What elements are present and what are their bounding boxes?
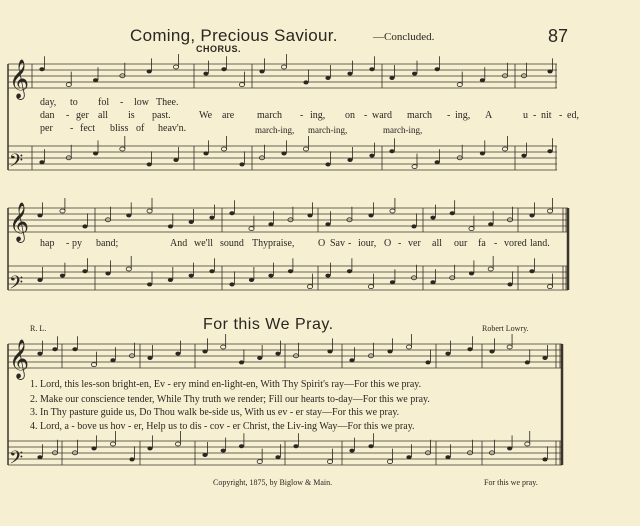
note-head [435, 67, 440, 71]
note-head [239, 83, 244, 87]
bass-clef-icon: 𝄢 [9, 273, 24, 298]
note-head [147, 282, 152, 286]
note-head [221, 449, 226, 453]
note-head [249, 278, 254, 282]
note-head [389, 76, 394, 80]
note-head [307, 213, 312, 217]
note-head [229, 211, 234, 215]
note-head [39, 67, 44, 71]
note-head [72, 347, 77, 351]
lyric-syllable: py [72, 238, 82, 249]
lyric-syllable: And [170, 238, 188, 249]
note-head [325, 162, 330, 166]
lyric-syllable: march-ing, [255, 125, 295, 135]
lyric-syllable: Thee. [156, 97, 179, 108]
lyric-syllable: ing, [455, 110, 471, 121]
note-head [480, 78, 485, 82]
lyric-syllable: all [98, 110, 108, 121]
note-head [126, 267, 131, 271]
note-head [303, 147, 308, 151]
note-head [412, 165, 417, 169]
note-head [467, 347, 472, 351]
note-head [368, 285, 373, 289]
note-head [406, 345, 411, 349]
note-head [529, 269, 534, 273]
footer-refrain: For this we pray. [484, 478, 538, 487]
note-head [325, 222, 330, 226]
lyric-syllable: fect [80, 123, 95, 134]
note-head [202, 349, 207, 353]
note-head [521, 154, 526, 158]
note-head [445, 455, 450, 459]
lyric-syllable: - [364, 110, 368, 121]
note-head [91, 363, 96, 367]
note-head [293, 444, 298, 448]
note-head [37, 278, 42, 282]
note-head [288, 269, 293, 273]
note-head [39, 160, 44, 164]
lyric-syllable: nit [541, 110, 552, 121]
note-head [547, 209, 552, 213]
note-head [168, 278, 173, 282]
note-head [411, 224, 416, 228]
note-head [268, 222, 273, 226]
note-head [507, 345, 512, 349]
note-head [547, 285, 552, 289]
verse-line: 1. Lord, this les-son bright-en, Ev - ery mind en-light-en, With Thy Spirit's ray—For this we pray. [30, 379, 422, 390]
note-head [412, 72, 417, 76]
lyric-syllable: ed, [567, 110, 579, 121]
note-head [175, 352, 180, 356]
treble-clef-icon: 𝄞 [9, 59, 30, 99]
lyric-syllable: band; [96, 238, 119, 249]
lyric-syllable: Thy [252, 238, 269, 249]
note-head [93, 151, 98, 155]
note-head [469, 227, 474, 231]
note-head [259, 69, 264, 73]
lyric-syllable: - [66, 238, 70, 249]
lyric-syllable: we'll [194, 238, 214, 249]
note-head [257, 356, 262, 360]
chorus-label: CHORUS. [196, 44, 242, 54]
verse-line: 3. In Thy pasture guide us, Do Thou walk be-side us, With us ev - er stay—For this we pray. [30, 407, 400, 418]
note-head [542, 356, 547, 360]
copyright-notice: Copyright, 1875, by Biglow & Main. [213, 478, 333, 487]
note-head [327, 349, 332, 353]
lyric-syllable: is [128, 110, 135, 121]
lyric-syllable: march [257, 110, 282, 121]
lyric-syllable: march [407, 110, 432, 121]
note-head [507, 446, 512, 450]
note-head [82, 224, 87, 228]
lyric-syllable: iour, [358, 238, 377, 249]
note-head [488, 267, 493, 271]
lyric-syllable: Sav [330, 238, 345, 249]
note-head [147, 356, 152, 360]
note-head [430, 216, 435, 220]
note-head [221, 67, 226, 71]
note-head [66, 83, 71, 87]
note-head [105, 271, 110, 275]
lyric-syllable: We [199, 110, 213, 121]
lyric-syllable: - [348, 238, 352, 249]
lyric-syllable: O [318, 238, 326, 249]
lyric-syllable: to [70, 97, 78, 108]
note-head [147, 209, 152, 213]
lyric-syllable: praise, [268, 238, 295, 249]
lyric-syllable: per [40, 123, 53, 134]
lyric-syllable: of [136, 123, 145, 134]
note-head [281, 151, 286, 155]
lyric-syllable: sound [220, 238, 244, 249]
note-head [547, 149, 552, 153]
lyric-syllable: fa [478, 238, 486, 249]
note-head [221, 147, 226, 151]
note-head [349, 358, 354, 362]
note-head [445, 352, 450, 356]
lyric-syllable: - [398, 238, 402, 249]
note-head [209, 216, 214, 220]
note-head [525, 360, 530, 364]
note-head [430, 280, 435, 284]
note-head [457, 83, 462, 87]
lyric-syllable: our [454, 238, 468, 249]
note-head [281, 65, 286, 69]
lyric-syllable: are [222, 110, 235, 121]
note-head [175, 442, 180, 446]
lyric-syllable: ing, [310, 110, 326, 121]
lyric-syllable: A [485, 110, 493, 121]
note-head [387, 349, 392, 353]
composer-credit: Robert Lowry. [482, 324, 529, 333]
note-head [469, 271, 474, 275]
note-head [347, 269, 352, 273]
note-head [488, 222, 493, 226]
note-head [547, 69, 552, 73]
lyric-syllable: heav'n. [158, 123, 187, 134]
note-head [221, 345, 226, 349]
note-head [82, 269, 87, 273]
note-head [52, 347, 57, 351]
lyric-syllable: ger [76, 110, 89, 121]
lyric-syllable: - [66, 110, 70, 121]
note-head [203, 72, 208, 76]
note-head [406, 455, 411, 459]
note-head [147, 446, 152, 450]
lyric-syllable: low [134, 97, 149, 108]
note-head [37, 352, 42, 356]
note-head [347, 72, 352, 76]
note-head [202, 453, 207, 457]
note-head [425, 360, 430, 364]
lyric-syllable: march-ing, [383, 125, 423, 135]
note-head [529, 213, 534, 217]
note-head [325, 274, 330, 278]
note-head [249, 227, 254, 231]
note-head [189, 220, 194, 224]
lyric-syllable: fol [98, 97, 110, 108]
note-head [147, 162, 152, 166]
hymn-title-suffix: —Concluded. [373, 31, 435, 43]
note-head [368, 444, 373, 448]
bass-clef-icon: 𝄢 [9, 151, 24, 176]
lyric-syllable: hap [40, 238, 55, 249]
lyric-syllable: dan [40, 110, 55, 121]
note-head [209, 269, 214, 273]
lyric-syllable: bliss [110, 123, 129, 134]
note-head [349, 449, 354, 453]
lyric-syllable: all [432, 238, 442, 249]
note-head [275, 352, 280, 356]
note-head [120, 147, 125, 151]
note-head [390, 209, 395, 213]
note-head [91, 446, 96, 450]
lyric-syllable: - [300, 110, 304, 121]
note-head [229, 282, 234, 286]
note-head [173, 65, 178, 69]
lyric-syllable: - [533, 110, 537, 121]
hymn-title: For this We Pray. [203, 316, 334, 333]
note-head [369, 154, 374, 158]
note-head [173, 158, 178, 162]
note-head [268, 274, 273, 278]
note-head [239, 444, 244, 448]
note-head [60, 209, 65, 213]
note-head [189, 274, 194, 278]
lyric-syllable: ver [408, 238, 421, 249]
note-head [389, 149, 394, 153]
note-head [37, 455, 42, 459]
note-head [502, 147, 507, 151]
note-head [542, 457, 547, 461]
lyric-syllable: - [447, 110, 451, 121]
note-head [450, 211, 455, 215]
lyric-syllable: day, [40, 97, 57, 108]
lyric-syllable: land. [530, 238, 550, 249]
note-head [110, 358, 115, 362]
note-head [239, 360, 244, 364]
note-head [93, 78, 98, 82]
note-head [168, 224, 173, 228]
note-head [347, 158, 352, 162]
lyric-syllable: march-ing, [308, 125, 348, 135]
bass-clef-icon: 𝄢 [9, 448, 24, 473]
treble-clef-icon: 𝄞 [9, 202, 30, 242]
lyric-syllable: O [384, 238, 392, 249]
lyric-syllable: past. [152, 110, 171, 121]
lyric-syllable: u [523, 110, 528, 121]
verse-line: 4. Lord, a - bove us hov - er, Help us to dis - cov - er Christ, the Liv-ing Way—For this we pray. [30, 421, 415, 432]
note-head [387, 460, 392, 464]
note-head [126, 213, 131, 217]
lyric-syllable: - [494, 238, 498, 249]
note-head [239, 162, 244, 166]
lyric-syllable: - [559, 110, 563, 121]
lyric-syllable: - [120, 97, 124, 108]
note-head [390, 280, 395, 284]
page-number: 87 [548, 26, 569, 46]
lyricist-initials: R. L. [30, 324, 47, 333]
note-head [129, 457, 134, 461]
note-head [369, 67, 374, 71]
lyric-syllable: - [70, 123, 74, 134]
note-head [368, 213, 373, 217]
note-head [110, 442, 115, 446]
note-head [37, 213, 42, 217]
verse-line: 2. Make our conscience tender, While Thy truth we render; Fill our hearts to-day—For this we pray. [30, 394, 430, 405]
note-head [275, 455, 280, 459]
note-head [489, 349, 494, 353]
lyric-syllable: vored [504, 238, 527, 249]
note-head [480, 151, 485, 155]
note-head [307, 285, 312, 289]
note-head [435, 160, 440, 164]
note-head [325, 76, 330, 80]
lyric-syllable: ward [372, 110, 392, 121]
note-head [507, 282, 512, 286]
lyric-syllable: on [345, 110, 355, 121]
note-head [303, 80, 308, 84]
note-head [147, 69, 152, 73]
treble-clef-icon: 𝄞 [9, 339, 30, 379]
note-head [525, 442, 530, 446]
note-head [257, 460, 262, 464]
hymn-title: Coming, Precious Saviour. [130, 26, 338, 45]
note-head [327, 460, 332, 464]
note-head [203, 151, 208, 155]
note-head [60, 274, 65, 278]
